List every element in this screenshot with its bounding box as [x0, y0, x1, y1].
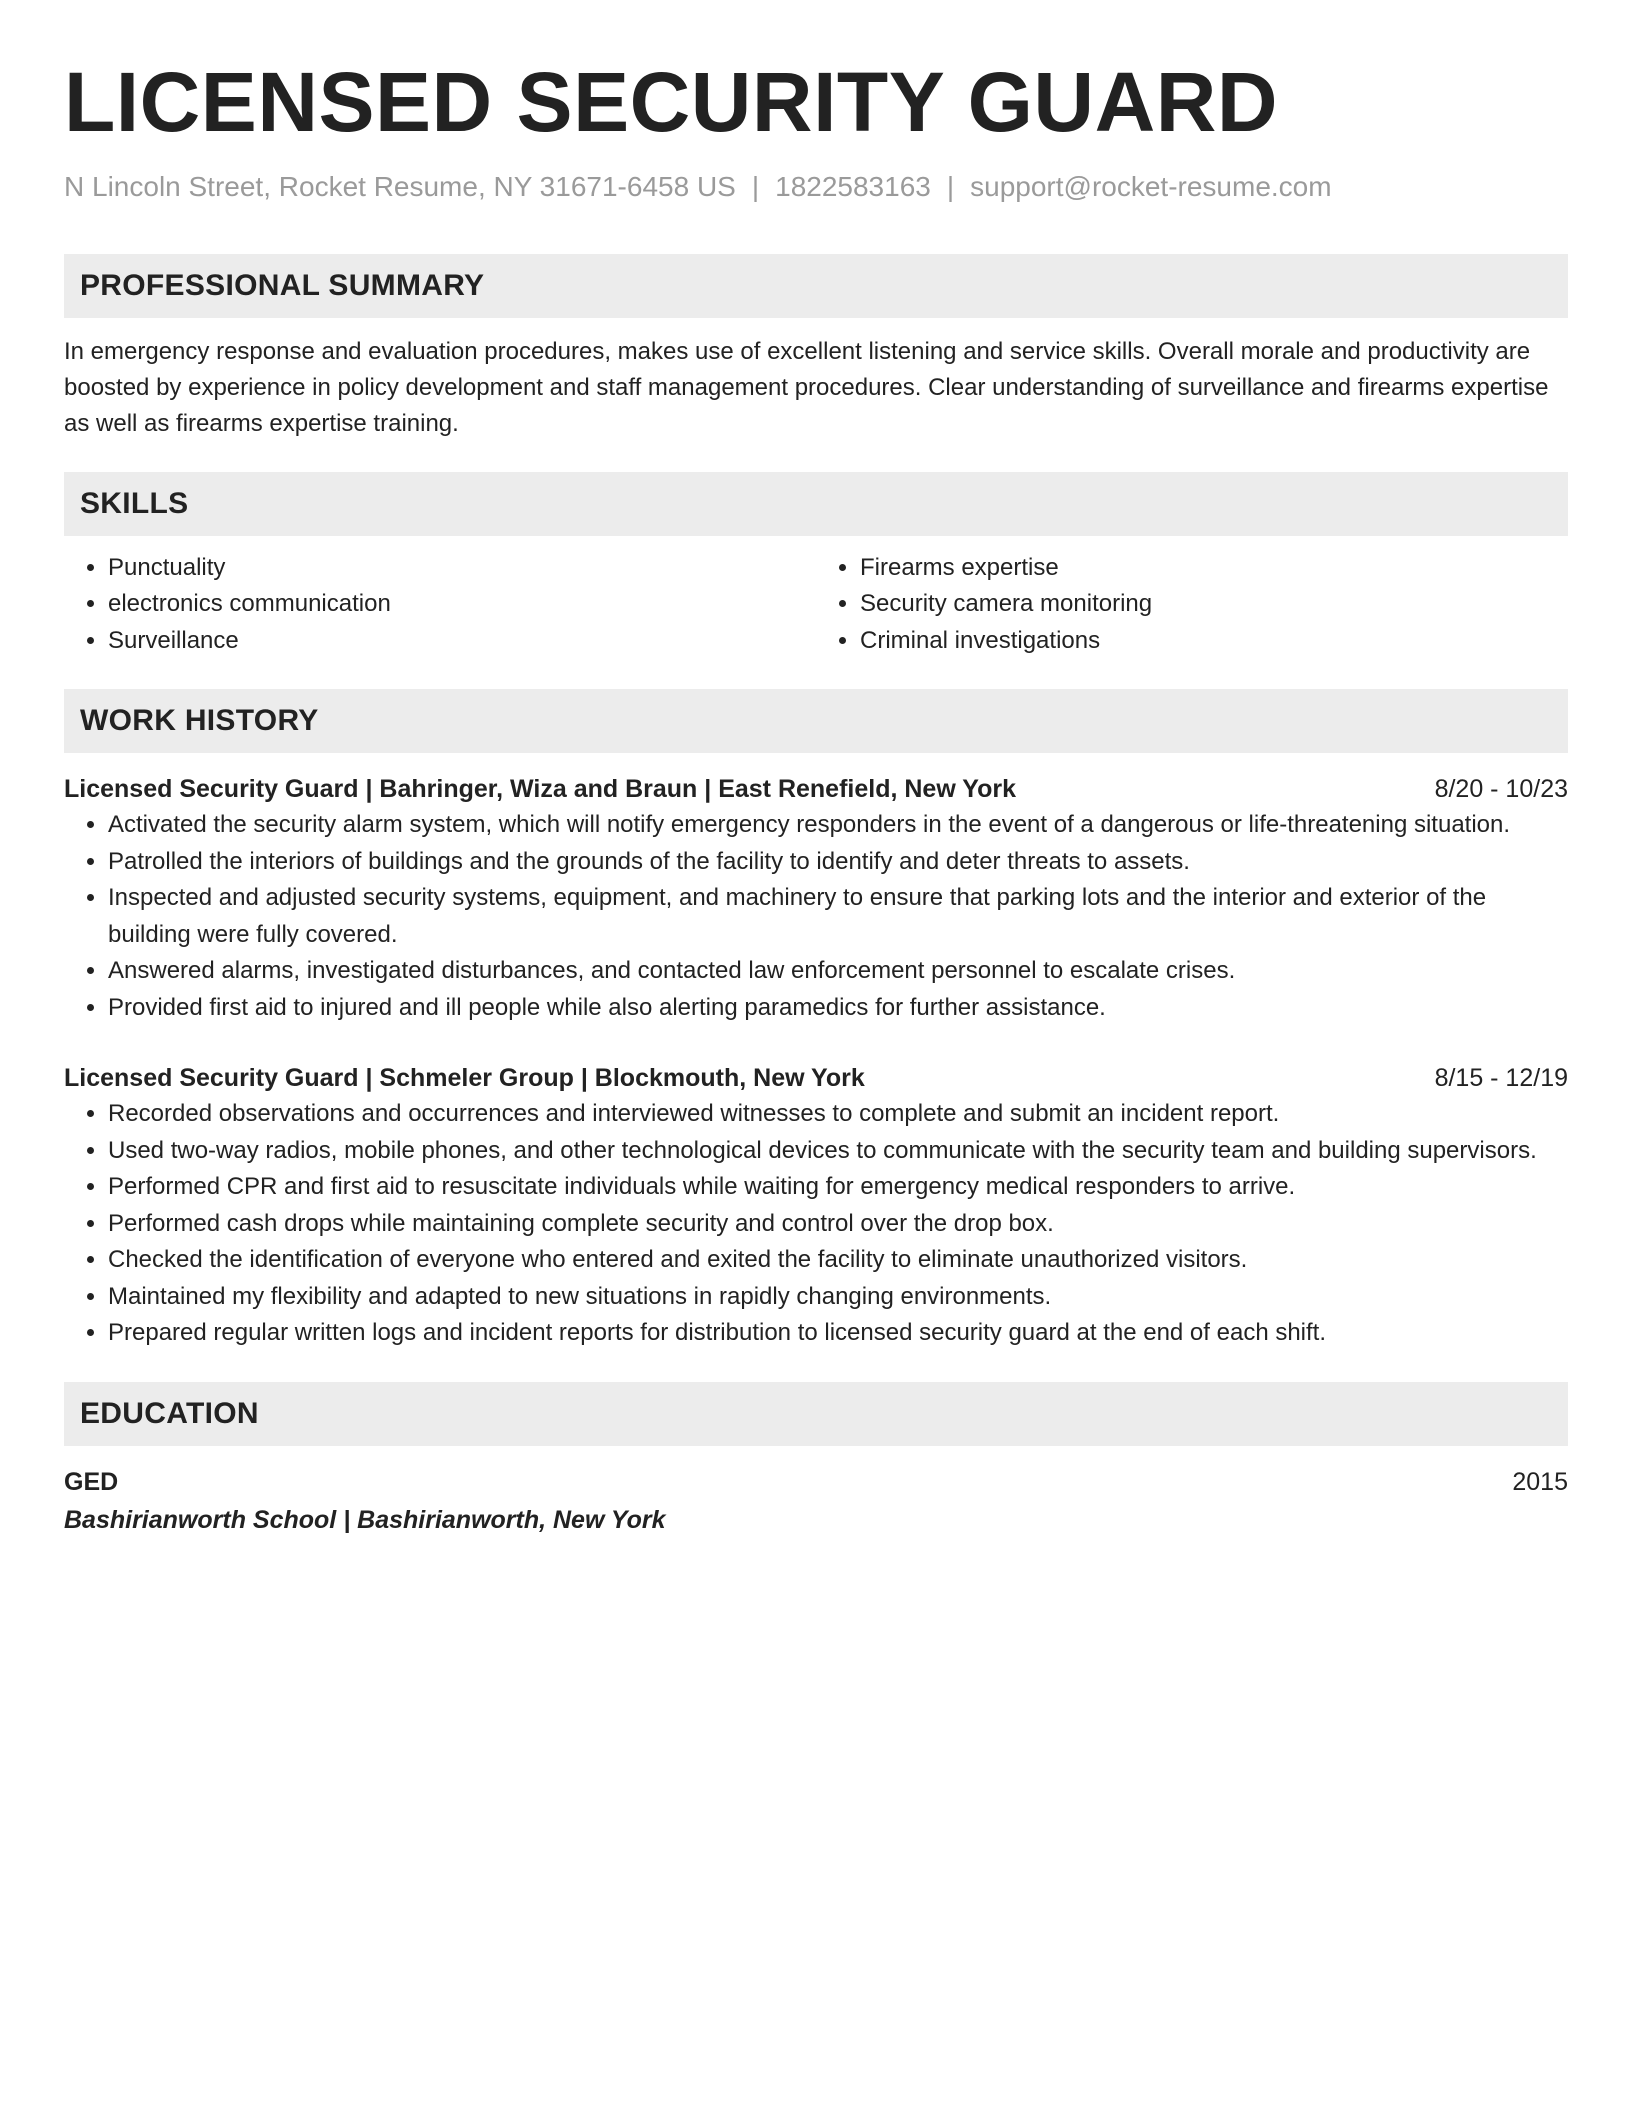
job-duty: • Prepared regular written logs and incident reports for distribution to licensed security guard at the end of each shift.	[108, 1315, 1568, 1352]
job-duty: • Checked the identification of everyone who entered and exited the facility to eliminate unauthorized visitors.	[108, 1242, 1568, 1279]
job-dates: 8/20 - 10/23	[1434, 775, 1568, 804]
job-entry	[64, 1060, 1568, 1352]
skills-column-left	[64, 550, 816, 660]
contact-line	[64, 170, 1568, 204]
contact-separator: |	[751, 171, 760, 203]
job-duty: • Performed CPR and first aid to resuscitate individuals while waiting for emergency medical responders to arrive.	[108, 1169, 1568, 1206]
education-header	[64, 1464, 1568, 1500]
job-title: Licensed Security Guard | Bahringer, Wiza and Braun | East Renefield, New York	[64, 775, 1016, 804]
job-duty: • Activated the security alarm system, which will notify emergency responders in the event of a dangerous or life-threatening situation.	[108, 807, 1568, 844]
job-duties	[64, 1096, 1568, 1352]
skills-list	[64, 550, 1568, 660]
education-degree: GED	[64, 1467, 119, 1496]
skill-item: • Punctuality	[108, 550, 816, 587]
section-header-summary: PROFESSIONAL SUMMARY	[64, 254, 1568, 318]
summary-text: In emergency response and evaluation procedures, makes use of excellent listening and service skills. Overall morale and productivity are boosted by experience in policy development and staff management procedures. Clear understanding of surveillance and firearms expertise as well as firearms expertise training.	[64, 337, 1549, 437]
skill-item: • Security camera monitoring	[860, 586, 1568, 623]
job-entry	[64, 771, 1568, 1026]
job-dates: 8/15 - 12/19	[1434, 1064, 1568, 1093]
job-header	[64, 771, 1568, 807]
job-header	[64, 1060, 1568, 1096]
skill-item: • Criminal investigations	[860, 623, 1568, 660]
contact-address: N Lincoln Street, Rocket Resume, NY 31671-6458 US	[64, 171, 736, 203]
education-year: 2015	[1512, 1467, 1568, 1496]
skills-column-right	[816, 550, 1568, 660]
education-school: Bashirianworth School | Bashirianworth, New York	[64, 1505, 666, 1534]
job-duty: • Used two-way radios, mobile phones, and other technological devices to communicate with the security team and building supervisors.	[108, 1133, 1568, 1170]
job-duties	[64, 807, 1568, 1026]
contact-email: support@rocket-resume.com	[970, 171, 1332, 203]
job-duty: • Maintained my flexibility and adapted to new situations in rapidly changing environments.	[108, 1279, 1568, 1316]
job-duty: • Inspected and adjusted security systems, equipment, and machinery to ensure that parking lots and the interior and exterior of the building were fully covered.	[108, 880, 1568, 953]
job-duty: • Recorded observations and occurrences and interviewed witnesses to complete and submit an incident report.	[108, 1096, 1568, 1133]
job-duty: • Answered alarms, investigated disturbances, and contacted law enforcement personnel to escalate crises.	[108, 953, 1568, 990]
skill-item: • electronics communication	[108, 586, 816, 623]
section-header-skills: SKILLS	[64, 472, 1568, 536]
job-duty: • Provided first aid to injured and ill people while also alerting paramedics for further assistance.	[108, 990, 1568, 1027]
skill-item: • Surveillance	[108, 623, 816, 660]
section-header-work-history: WORK HISTORY	[64, 689, 1568, 753]
resume-name: LICENSED SECURITY GUARD	[64, 55, 1279, 149]
contact-separator: |	[946, 171, 955, 203]
job-duty: • Performed cash drops while maintaining complete security and control over the drop box.	[108, 1206, 1568, 1243]
contact-phone: 1822583163	[775, 171, 931, 203]
section-header-education: EDUCATION	[64, 1382, 1568, 1446]
job-duty: • Patrolled the interiors of buildings and the grounds of the facility to identify and deter threats to assets.	[108, 844, 1568, 881]
job-title: Licensed Security Guard | Schmeler Group | Blockmouth, New York	[64, 1064, 865, 1093]
skill-item: • Firearms expertise	[860, 550, 1568, 587]
